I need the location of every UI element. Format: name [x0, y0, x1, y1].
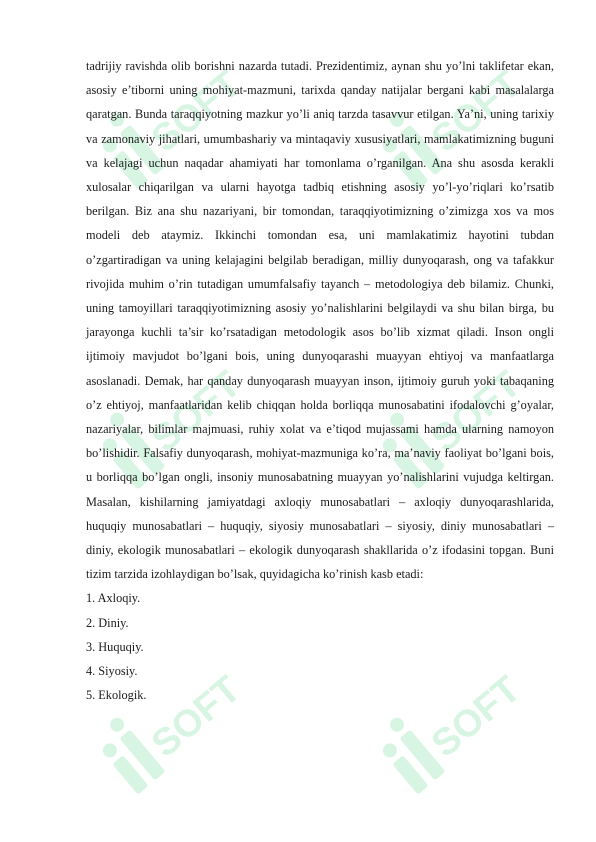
list-item: 2. Diniy.	[86, 615, 129, 630]
watermark-text: SOFT	[143, 668, 249, 766]
watermark-text: SOFT	[143, 363, 249, 461]
watermark-text: SOFT	[423, 363, 529, 461]
watermark-text: SOFT	[423, 668, 529, 766]
document-content	[86, 54, 554, 707]
list-item: 5. Ekologik.	[86, 688, 147, 703]
body-paragraph: tadrijiy ravishda olib borishni nazarda tutadi. Prezidentimiz, aynan shu yo’lni taklifetar ekan, asosiy e’tiborni uning mohiyat-mazmuni, tarixda qanday natijalar bergani kabi masalalarga qaratgan. Bunda taraqqiyotning mazkur yo’li aniq tarzda tasavvur etilgan. Ya’ni, uning tarixiy va zamonaviy jihatlari, umumbashariy va mintaqaviy xususiyatlari, mamlakatimizning buguni va kelajagi uchun naqadar ahamiyati har tomonlama o’rganilgan. Ana shu asosda kerakli xulosalar chiqarilgan va ularni hayotga tadbiq etishning asosiy yo’l-yo’riqlari ko’rsatib berilgan. Biz ana shu nazariyani, bir tomondan, taraqqiyotimizning o’zimizga xos va mos modeli deb ataymiz. Ikkinchi tomondan esa, uni mamlakatimiz hayotini tubdan o’zgartiradigan va uning kelajagini belgilab beradigan, milliy dunyoqarash, ong va tafakkur rivojida muhim o’rin tutadigan umumfalsafiy tayanch – metodologiya deb bilamiz. Chunki, uning tamoyillari taraqqiyotimizning asosiy yo’nalishlarini belgilaydi va shu bilan birga, bu jarayonga kuchli ta’sir ko’rsatadigan metodologik asos bo’lib xizmat qiladi. Inson ongli ijtimoiy mavjudot bo’lgani bois, uning dunyoqarashi muayyan ehtiyoj va manfaatlarga asoslanadi. Demak, har qanday dunyoqarash muayyan inson, ijtimoiy guruh yoki tabaqaning o’z ehtiyoj, manfaatlaridan kelib chiqqan holda borliqqa munosabatini ifodalovchi g’oyalar, nazariyalar, bilimlar majmuasi, ruhiy xolat va e’tiqod mujassami hamda ularning namoyon bo’lishidir. Falsafiy dunyoqarash, mohiyat-mazmuniga ko’ra, ma’naviy faoliyat bo’lgani bois, u borliqqa bo’lgan ongli, insoniy munosabatning muayyan yo’nalishlarini vujudga keltirgan. Masalan, kishilarning jamiyatdagi axloqiy munosabatlari – axloqiy dunyoqarashlarida, huquqiy munosabatlari – huquqiy, siyosiy munosabatlari – siyosiy, diniy munosabatlari – diniy, ekologik munosabatlari – ekologik dunyoqarash shakllarida o’z ifodasini topgan. Buni tizim tarzida izohlaydigan bo’lsak, quyidagicha ko’rinish kasb etadi:	[86, 59, 554, 582]
numbered-list	[86, 586, 554, 707]
list-item: 3. Huquqiy.	[86, 639, 144, 654]
watermark-text: SOFT	[423, 63, 529, 161]
list-item: 1. Axloqiy.	[86, 591, 141, 606]
watermark-text: SOFT	[143, 63, 249, 161]
list-item: 4. Siyosiy.	[86, 664, 138, 679]
